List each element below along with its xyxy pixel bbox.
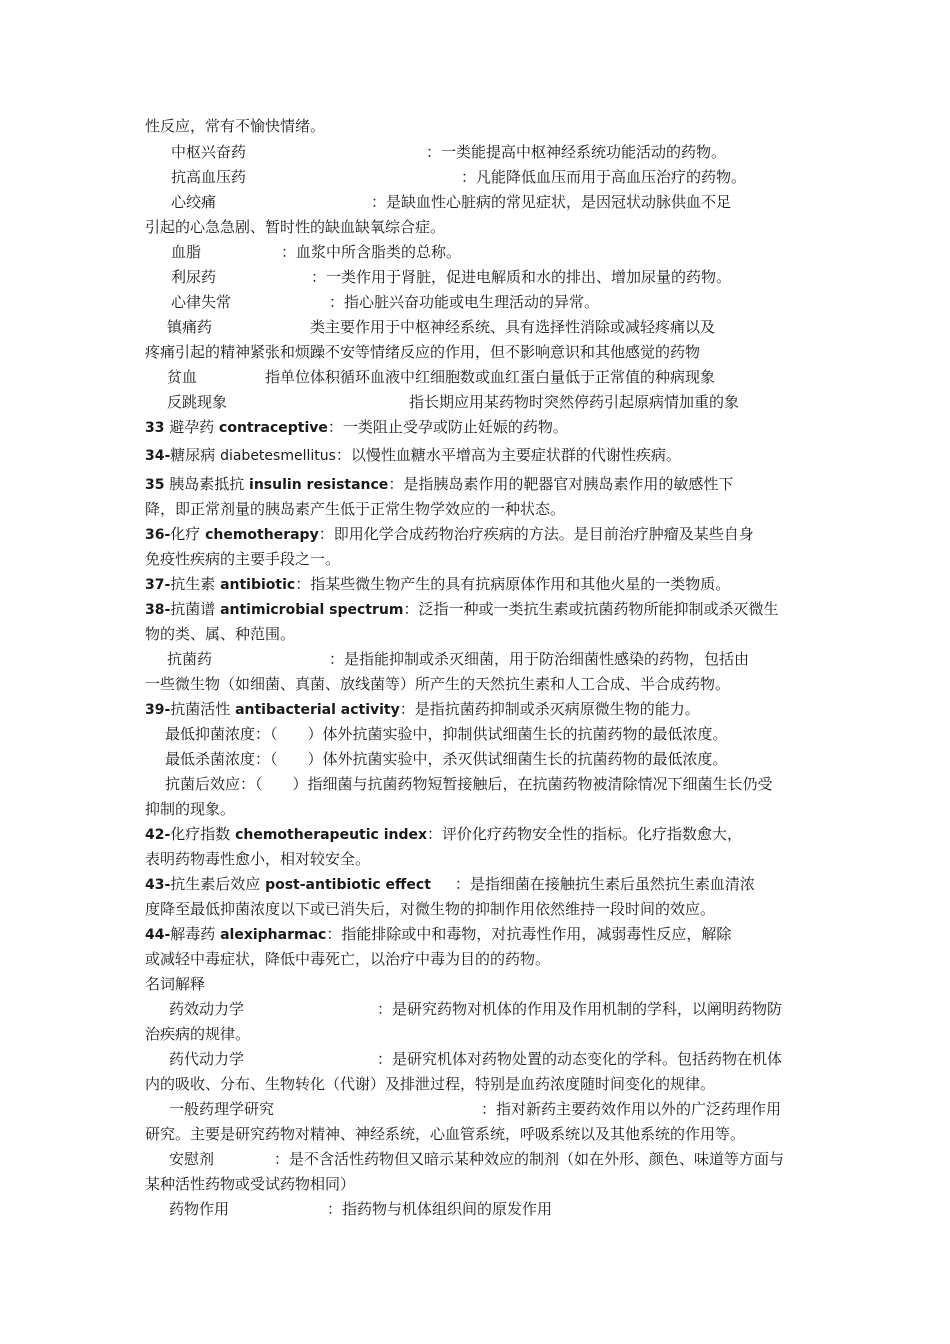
numbered-entry — [145, 474, 733, 495]
definition: ：凡能降低血压而用于高血压治疗的药物。 — [461, 168, 747, 186]
text-line: 或减轻中毒症状，降低中毒死亡，以治疗中毒为目的的药物。 — [145, 950, 551, 968]
term-line — [167, 392, 739, 412]
english-term: antibiotic — [220, 577, 296, 593]
definition: ：血浆中所含脂类的总称。 — [281, 243, 462, 261]
term: 避孕药 — [164, 418, 220, 436]
definition: ：一类作用于肾脏，促进电解质和水的排出、增加尿量的药物。 — [311, 268, 732, 286]
definition: ：是指能抑制或杀灭细菌，用于防治细菌性感染的药物，包括由 — [329, 650, 750, 668]
definition: ：以慢性血糖水平增高为主要症状群的代谢性疾病。 — [335, 446, 681, 464]
definition: ：指心脏兴奋功能或电生理活动的异常。 — [329, 293, 600, 311]
english-term: post-antibiotic effect — [265, 877, 431, 893]
text-line: 抑制的现象。 — [145, 800, 236, 818]
term: 抗菌药 — [167, 650, 213, 668]
definition: 指长期应用某药物时突然停药引起原病情加重的象 — [409, 393, 740, 411]
definition: ：指某些微生物产生的具有抗病原体作用和其他火星的一类物质。 — [295, 575, 731, 593]
text-line: 抗菌后效应：（ ）指细菌与抗菌药物短暂接触后，在抗菌药物被清除情况下细菌生长仍受 — [165, 775, 773, 793]
numbered-entry — [145, 574, 730, 595]
definition: ：是指细菌在接触抗生素后虽然抗生素血清浓 — [454, 875, 755, 893]
term: 抗菌谱 — [170, 600, 221, 618]
term: 贫血 — [167, 368, 198, 386]
definition: 类主要作用于中枢神经系统、具有选择性消除或减轻疼痛以及 — [310, 318, 716, 336]
term-line — [167, 649, 749, 669]
definition: 指单位体积循环血液中红细胞数或血红蛋白量低于正常值的种病现象 — [265, 368, 716, 386]
text-line: 引起的心急急剧、暂时性的缺血缺氧综合症。 — [145, 218, 446, 236]
numbered-entry — [145, 445, 681, 466]
term: 解毒药 — [170, 925, 221, 943]
numbered-entry — [145, 699, 700, 720]
term: 血脂 — [171, 243, 202, 261]
term-line — [167, 317, 715, 337]
term: 心律失常 — [171, 293, 232, 311]
numbered-entry — [145, 524, 754, 545]
text-line: 最低抑菌浓度：（ ）体外抗菌实验中，抑制供试细菌生长的抗菌药物的最低浓度。 — [165, 725, 728, 743]
text-line: 物的类、属、种范围。 — [145, 625, 296, 643]
term: 利尿药 — [171, 268, 217, 286]
entry-number: 43- — [145, 877, 171, 893]
entry-number: 34- — [145, 448, 171, 464]
text-line: 内的吸收、分布、生物转化（代谢）及排泄过程，特别是血药浓度随时间变化的规律。 — [145, 1075, 716, 1093]
english-term: alexipharmac — [220, 927, 327, 943]
english-term: diabetesmellitus — [220, 448, 336, 464]
numbered-entry — [145, 599, 778, 620]
section-heading: 名词解释 — [145, 975, 206, 993]
term-line — [169, 999, 782, 1019]
english-term: antimicrobial spectrum — [220, 602, 404, 618]
numbered-entry — [145, 417, 568, 438]
term-line — [171, 292, 599, 312]
definition: ：是缺血性心脏病的常见症状，是因冠状动脉供血不足 — [371, 193, 732, 211]
text-line: 研究。主要是研究药物对精神、神经系统，心血管系统，呼吸系统以及其他系统的作用等。 — [145, 1125, 746, 1143]
entry-number: 42- — [145, 827, 171, 843]
term: 糖尿病 — [170, 446, 221, 464]
term: 一般药理学研究 — [169, 1100, 275, 1118]
term-line — [169, 1149, 784, 1169]
entry-number: 36- — [145, 527, 171, 543]
term: 药物作用 — [169, 1200, 230, 1218]
term: 药效动力学 — [169, 1000, 245, 1018]
definition: ：是不含活性药物但又暗示某种效应的制剂（如在外形、颜色、味道等方面与 — [274, 1150, 785, 1168]
entry-number: 38- — [145, 602, 171, 618]
definition: ：是指胰岛素作用的靶器官对胰岛素作用的敏感性下 — [388, 475, 734, 493]
text-line: 降，即正常剂量的胰岛素产生低于正常生物学效应的一种状态。 — [145, 500, 566, 518]
term: 抗高血压药 — [171, 168, 247, 186]
term-line — [171, 242, 461, 262]
term-line — [169, 1199, 552, 1219]
term: 药代动力学 — [169, 1050, 245, 1068]
english-term: insulin resistance — [249, 477, 389, 493]
text-line: 疼痛引起的精神紧张和烦躁不安等情绪反应的作用，但不影响意识和其他感觉的药物 — [145, 343, 701, 361]
entry-number: 33 — [145, 420, 165, 436]
definition: ：指能排除或中和毒物，对抗毒性作用，减弱毒性反应，解除 — [326, 925, 732, 943]
term-line — [169, 1049, 782, 1069]
definition: ：是指抗菌药抑制或杀灭病原微生物的能力。 — [399, 700, 700, 718]
term: 抗生素后效应 — [170, 875, 266, 893]
text-line: 表明药物毒性愈小，相对较安全。 — [145, 850, 371, 868]
text-line: 一些微生物（如细菌、真菌、放线菌等）所产生的天然抗生素和人工合成、半合成药物。 — [145, 675, 731, 693]
term-line — [171, 267, 731, 287]
numbered-entry — [145, 824, 742, 845]
term-line — [171, 192, 731, 212]
text-line: 性反应，常有不愉快情绪。 — [145, 117, 326, 135]
entry-number: 35 — [145, 477, 165, 493]
numbered-entry — [145, 924, 731, 945]
definition: ：评价化疗药物安全性的指标。化疗指数愈大， — [427, 825, 743, 843]
text-line: 某种活性药物或受试药物相同） — [145, 1175, 356, 1193]
term: 安慰剂 — [169, 1150, 215, 1168]
term: 胰岛素抵抗 — [164, 475, 250, 493]
text-line: 免疫性疾病的主要手段之一。 — [145, 550, 341, 568]
definition: ：即用化学合成药物治疗疾病的方法。是目前治疗肿瘤及某些自身 — [318, 525, 754, 543]
definition: ：一类阻止受孕或防止妊娠的药物。 — [327, 418, 568, 436]
text-line: 治疾病的规律。 — [145, 1025, 251, 1043]
term-line — [169, 1099, 781, 1119]
entry-number: 44- — [145, 927, 171, 943]
term-line — [171, 167, 746, 187]
term-line — [167, 367, 715, 387]
text-line: 最低杀菌浓度：（ ）体外抗菌实验中，杀灭供试细菌生长的抗菌药物的最低浓度。 — [165, 750, 728, 768]
text-line: 度降至最低抑菌浓度以下或已消失后，对微生物的抑制作用依然维持一段时间的效应。 — [145, 900, 716, 918]
term: 化疗 — [170, 525, 206, 543]
definition: ：指药物与机体组织间的原发作用 — [327, 1200, 553, 1218]
entry-number: 39- — [145, 702, 171, 718]
english-term: chemotherapeutic index — [235, 827, 428, 843]
term: 中枢兴奋药 — [171, 143, 247, 161]
term: 抗生素 — [170, 575, 221, 593]
definition: ：指对新药主要药效作用以外的广泛药理作用 — [481, 1100, 782, 1118]
term-line — [171, 142, 726, 162]
numbered-entry — [145, 874, 755, 895]
entry-number: 37- — [145, 577, 171, 593]
english-term: contraceptive — [219, 420, 328, 436]
definition: ：是研究药物对机体的作用及作用机制的学科，以阐明药物防 — [377, 1000, 783, 1018]
definition: ：一类能提高中枢神经系统功能活动的药物。 — [426, 143, 727, 161]
term: 心绞痛 — [171, 193, 217, 211]
term: 化疗指数 — [170, 825, 236, 843]
english-term: chemotherapy — [205, 527, 319, 543]
definition: ：是研究机体对药物处置的动态变化的学科。包括药物在机体 — [377, 1050, 783, 1068]
term: 镇痛药 — [167, 318, 213, 336]
definition: ：泛指一种或一类抗生素或抗菌药物所能抑制或杀灭微生 — [403, 600, 779, 618]
term: 抗菌活性 — [170, 700, 236, 718]
term: 反跳现象 — [167, 393, 228, 411]
english-term: antibacterial activity — [235, 702, 400, 718]
